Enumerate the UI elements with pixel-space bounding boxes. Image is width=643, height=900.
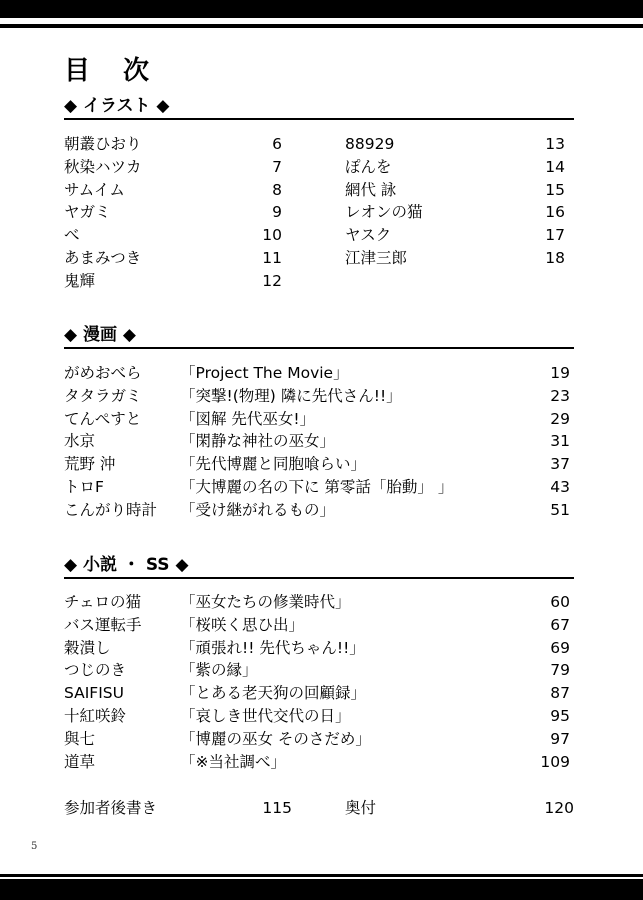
- novel-author: つじのき: [64, 661, 127, 680]
- manga-work-title: 「受け継がれるもの」: [180, 500, 336, 519]
- illust-page-number: 11: [262, 249, 282, 267]
- novel-author: チェロの猫: [64, 593, 142, 611]
- novel-page-number: 95: [550, 707, 570, 725]
- illust-page-number: 6: [272, 135, 282, 153]
- top-border-band: [0, 0, 643, 22]
- manga-page-number: 37: [550, 455, 570, 474]
- manga-author: 荒野 沖: [64, 455, 116, 474]
- section-heading-manga: [64, 325, 574, 349]
- manga-author: タタラガミ: [64, 386, 142, 405]
- illust-artist-name: ヤスク: [345, 226, 392, 245]
- footer-item-name: 参加者後書き: [64, 799, 158, 817]
- novel-page-number: 60: [550, 593, 570, 611]
- manga-work-title: 「大博麗の名の下に 第零話「胎動」 」: [180, 478, 454, 496]
- manga-author: がめおべら: [64, 364, 142, 382]
- novel-work-title: 「巫女たちの修業時代」: [180, 593, 351, 611]
- bottom-border-band: [0, 879, 643, 900]
- illust-page-number: 13: [545, 135, 565, 153]
- manga-author: こんがり時計: [64, 500, 158, 519]
- page-number: 5: [31, 841, 38, 852]
- footer-item-name: 奥付: [345, 799, 377, 817]
- novel-work-title: 「※当社調べ」: [180, 752, 286, 771]
- section-heading-label: ◆ イラスト ◆: [64, 96, 170, 116]
- section-heading-novel: [64, 555, 574, 579]
- illust-page-number: 8: [272, 180, 282, 199]
- novel-page-number: 109: [540, 752, 570, 771]
- illust-artist-name: レオンの猫: [345, 203, 423, 222]
- manga-page-number: 51: [550, 500, 570, 519]
- illust-page-number: 16: [545, 203, 565, 222]
- novel-author: 穀潰し: [64, 638, 111, 657]
- manga-author: てんぺすと: [64, 409, 142, 428]
- novel-page-number: 97: [550, 729, 570, 748]
- novel-work-title: 「哀しき世代交代の日」: [180, 707, 351, 725]
- novel-page-number: 67: [550, 615, 570, 634]
- illust-artist-name: 秋染ハツカ: [64, 157, 142, 176]
- manga-work-title: 「突撃!(物理) 隣に先代さん!!」: [180, 386, 402, 405]
- novel-page-number: 79: [550, 661, 570, 680]
- illust-page-number: 7: [272, 157, 282, 176]
- novel-work-title: 「頑張れ!! 先代ちゃん!!」: [180, 638, 365, 657]
- illust-page-number: 17: [545, 226, 565, 245]
- manga-work-title: 「図解 先代巫女!」: [180, 409, 316, 428]
- novel-author: 道草: [64, 752, 96, 771]
- novel-work-title: 「桜咲く思ひ出」: [180, 615, 305, 634]
- novel-work-title: 「紫の縁」: [180, 661, 258, 680]
- manga-author: トロF: [64, 478, 104, 496]
- manga-page-number: 19: [550, 364, 570, 382]
- novel-author: SAIFISU: [64, 684, 124, 703]
- illust-artist-name: 88929: [345, 135, 395, 153]
- bottom-border-rule: [0, 874, 643, 877]
- illust-page-number: 12: [262, 271, 282, 290]
- illust-artist-name: サムイム: [64, 180, 125, 199]
- section-heading-label: ◆ 小説 ・ SS ◆: [64, 555, 189, 575]
- manga-work-title: 「Project The Movie」: [180, 364, 349, 382]
- footer-item-page: 120: [544, 799, 574, 817]
- illust-page-number: 15: [545, 180, 565, 199]
- manga-page-number: 29: [550, 409, 570, 428]
- novel-work-title: 「博麗の巫女 そのさだめ」: [180, 729, 371, 748]
- illust-artist-name: 江津三郎: [345, 249, 408, 267]
- novel-page-number: 69: [550, 638, 570, 657]
- novel-work-title: 「とある老天狗の回顧録」: [180, 684, 367, 703]
- novel-author: バス運転手: [64, 615, 142, 634]
- illust-page-number: 14: [545, 157, 565, 176]
- illust-artist-name: 網代 詠: [345, 180, 397, 199]
- manga-author: 水京: [64, 432, 96, 451]
- novel-author: 與七: [64, 729, 96, 748]
- illust-artist-name: ぽんを: [345, 157, 392, 176]
- illust-artist-name: 朝叢ひおり: [64, 135, 142, 153]
- section-heading-label: ◆ 漫画 ◆: [64, 325, 136, 345]
- page-title: 目 次: [64, 56, 162, 86]
- illust-artist-name: あまみつき: [64, 249, 142, 267]
- footer-item-page: 115: [262, 799, 292, 817]
- top-border-rule: [0, 24, 643, 28]
- manga-page-number: 43: [550, 478, 570, 496]
- illust-artist-name: 鬼輝: [64, 271, 96, 290]
- manga-page-number: 31: [550, 432, 570, 451]
- illust-artist-name: ヤガミ: [64, 203, 111, 222]
- illust-artist-name: べ: [64, 226, 80, 245]
- manga-work-title: 「先代博麗と同胞喰らい」: [180, 455, 367, 474]
- manga-work-title: 「閑静な神社の巫女」: [180, 432, 336, 451]
- illust-page-number: 9: [272, 203, 282, 222]
- illust-page-number: 18: [545, 249, 565, 267]
- novel-author: 十紅咲鈴: [64, 707, 127, 725]
- section-heading-illust: [64, 96, 574, 120]
- manga-page-number: 23: [550, 386, 570, 405]
- illust-page-number: 10: [262, 226, 282, 245]
- novel-page-number: 87: [550, 684, 570, 703]
